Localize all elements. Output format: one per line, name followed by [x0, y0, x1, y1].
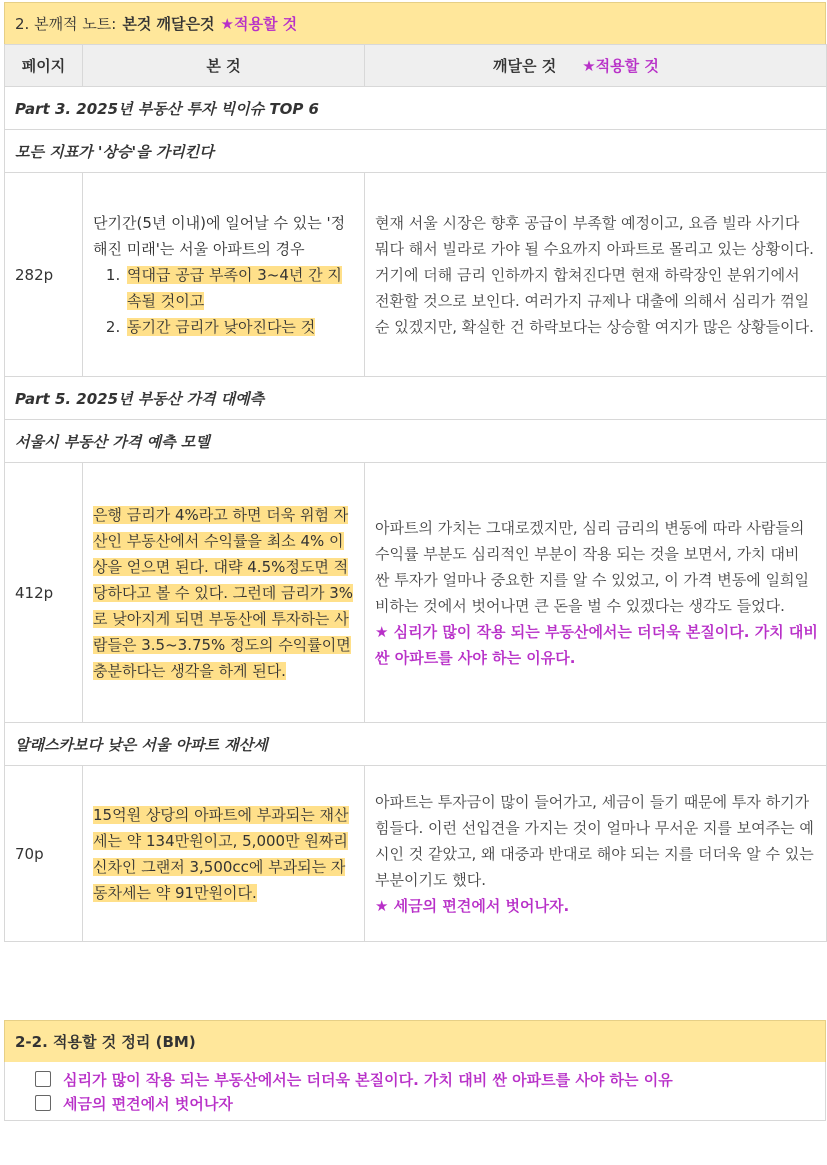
subtitle-row	[5, 130, 827, 173]
subtitle-row	[5, 420, 827, 463]
list-item	[125, 314, 356, 340]
seen-cell	[83, 766, 365, 942]
apply-text: ★ 세금의 편견에서 벗어나자.	[375, 896, 570, 915]
header-learned	[365, 45, 827, 87]
note-section	[4, 2, 826, 942]
note-section-bold-label: 본것 깨달은것	[122, 15, 215, 33]
highlighted-text: 15억원 상당의 아파트에 부과되는 재산세는 약 134만원이고, 5,000만 원짜리 신차인 그랜저 3,500cc에 부과되는 자동차세는 약 91만원이다.	[93, 805, 349, 902]
part3-title: Part 3. 2025년 부동산 투자 빅이슈 TOP 6	[5, 87, 827, 130]
table-header-row	[5, 45, 827, 87]
highlighted-text: 역대급 공급 부족이 3~4년 간 지속될 것이고	[127, 265, 342, 310]
table-row	[5, 173, 827, 377]
header-apply-label: ★적용할 것	[582, 57, 659, 75]
apply-summary-section	[4, 1020, 826, 1121]
subtitle-row	[5, 723, 827, 766]
apply-text: ★ 심리가 많이 작용 되는 부동산에서는 더더욱 본질이다. 가치 대비 싼 아파트를 사야 하는 이유다.	[375, 622, 818, 667]
list-item	[125, 262, 356, 314]
header-seen: 본 것	[83, 45, 365, 87]
part3-subtitle: 모든 지표가 '상승'을 가리킨다	[5, 130, 827, 173]
checkbox[interactable]	[35, 1095, 51, 1111]
part5-title: Part 5. 2025년 부동산 가격 대예측	[5, 377, 827, 420]
highlighted-text: 은행 금리가 4%라고 하면 더욱 위험 자산인 부동산에서 수익률을 최소 4% 이상을 얻으면 된다. 대략 4.5%정도면 적당하다고 볼 수 있다. 그런데 금리가 3%로 낮아지게 되면 부동산에 투자하는 사람들은 3.5~3.75% 정도의 수익률이면 충분하다는 생각을 하게 된다.	[93, 505, 354, 680]
checklist-item	[35, 1092, 815, 1116]
highlighted-text: 동기간 금리가 낮아진다는 것	[127, 317, 316, 336]
learned-cell	[365, 766, 827, 942]
learned-text: 현재 서울 시장은 향후 공급이 부족할 예정이고, 요즘 빌라 사기다 뭐다 해서 빌라로 가야 될 수요까지 아파트로 몰리고 있는 상황이다. 거기에 더해 금리 인하까지 합쳐진다면 현재 하락장인 분위기에서 전환할 것으로 보인다. 여러가지 규제나 대출에 의해서 심리가 꺾일 순 있겠지만, 확실한 건 하락보다는 상승할 여지가 많은 상황들이다.	[375, 213, 814, 336]
checklist	[4, 1062, 826, 1121]
note-section-star-label: ★적용할 것	[220, 15, 298, 33]
note-section-label: 2. 본깨적 노트:	[15, 15, 117, 33]
seen-cell	[83, 463, 365, 723]
part-title-row	[5, 87, 827, 130]
page-number: 282p	[5, 173, 83, 377]
page-number: 70p	[5, 766, 83, 942]
note-section-header	[4, 2, 826, 44]
checklist-item-text: 심리가 많이 작용 되는 부동산에서는 더더욱 본질이다. 가치 대비 싼 아파트를 사야 하는 이유	[63, 1071, 673, 1089]
page-number: 412p	[5, 463, 83, 723]
seen-cell	[83, 173, 365, 377]
table-row	[5, 463, 827, 723]
learned-cell	[365, 173, 827, 377]
apply-summary-title: 2-2. 적용할 것 정리 (BM)	[15, 1033, 196, 1051]
checkbox[interactable]	[35, 1071, 51, 1087]
checklist-item-text: 세금의 편견에서 벗어나자	[63, 1095, 233, 1113]
seen-intro: 단기간(5년 이내)에 일어날 수 있는 '정해진 미래'는 서울 아파트의 경우	[93, 213, 346, 258]
learned-text: 아파트의 가치는 그대로겠지만, 심리 금리의 변동에 따라 사람들의 수익률 부분도 심리적인 부분이 작용 되는 것을 보면서, 가치 대비 싼 투자가 얼마나 중요한 지를 알 수 있었고, 이 가격 변동에 일희일비하는 것에서 벗어나면 큰 돈을 벌 수 있겠다는 생각도 들었다.	[375, 518, 809, 615]
header-learned-label: 깨달은 것	[493, 57, 557, 75]
apply-summary-header	[4, 1020, 826, 1062]
checklist-item	[35, 1068, 815, 1092]
header-page: 페이지	[5, 45, 83, 87]
learned-text: 아파트는 투자금이 많이 들어가고, 세금이 들기 때문에 투자 하기가 힘들다. 이런 선입견을 가지는 것이 얼마나 무서운 지를 보여주는 예시인 것 같았고, 왜 대중과 반대로 해야 되는 지를 더더욱 알 수 있는 부분이기도 했다.	[375, 792, 814, 889]
learned-cell	[365, 463, 827, 723]
table-row	[5, 766, 827, 942]
seen-list	[93, 262, 356, 340]
part-title-row	[5, 377, 827, 420]
note-table	[4, 44, 827, 942]
part5-subtitle2: 알래스카보다 낮은 서울 아파트 재산세	[5, 723, 827, 766]
part5-subtitle1: 서울시 부동산 가격 예측 모델	[5, 420, 827, 463]
